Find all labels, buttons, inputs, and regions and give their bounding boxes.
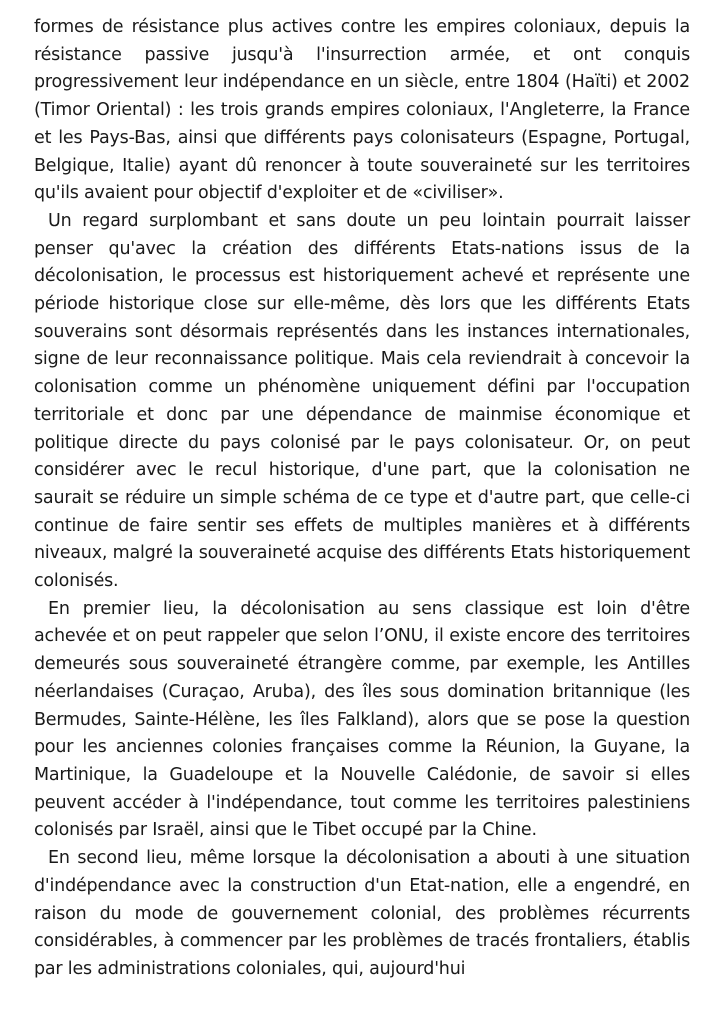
paragraph-2: Un regard surplombant et sans doute un peu lointain pourrait laisser penser qu'avec la création des différents Etats-nations issus de la décolonisation, le processus est historiquement achevé et représente une période historique close sur elle-même, dès lors que les différents Etats souverains sont désormais représentés dans les instances internationales, signe de leur reconnaissance politique. Mais cela reviendrait à concevoir la colonisation comme un phénomène uniquement défini par l'occupation territoriale et donc par une dépendance de mainmise économique et politique directe du pays colonisé par le pays colonisateur. Or, on peut considérer avec le recul historique, d'une part, que la colonisation ne saurait se réduire un simple schéma de ce type et d'autre part, que celle-ci continue de faire sentir ses effets de multiples manières et à différents niveaux, malgré la souveraineté acquise des différents Etats historiquement colonisés. xyxy=(34,210,690,592)
paragraph-3: En premier lieu, la décolonisation au sens classique est loin d'être achevée et on peut rappeler que selon l’ONU, il existe encore des territoires demeurés sous souveraineté étrangère comme, par exemple, les Antilles néerlandaises (Curaçao, Aruba), des îles sous domination britannique (les Bermudes, Sainte-Hélène, les îles Falkland), alors que se pose la question pour les anciennes colonies françaises comme la Réunion, la Guyane, la Martinique, la Guadeloupe et la Nouvelle Calédonie, de savoir si elles peuvent accéder à l'indépendance, tout comme les territoires palestiniens colonisés par Israël, ainsi que le Tibet occupé par la Chine. xyxy=(34,598,690,841)
document-page xyxy=(34,14,690,984)
paragraph-4: En second lieu, même lorsque la décolonisation a abouti à une situation d'indépendance avec la construction d'un Etat-nation, elle a engendré, en raison du mode de gouvernement colonial, des problèmes récurrents considérables, à commencer par les problèmes de tracés frontaliers, établis par les administrations coloniales, qui, aujourd'hui xyxy=(34,848,690,979)
paragraph-1: formes de résistance plus actives contre les empires coloniaux, depuis la résistance passive jusqu'à l'insurrection armée, et ont conquis progressivement leur indépendance en un siècle, entre 1804 (Haïti) et 2002 (Timor Oriental) : les trois grands empires coloniaux, l'Angleterre, la France et les Pays-Bas, ainsi que différents pays colonisateurs (Espagne, Portugal, Belgique, Italie) ayant dû renoncer à toute souveraineté sur les territoires qu'ils avaient pour objectif d'exploiter et de «civiliser». xyxy=(34,17,690,204)
